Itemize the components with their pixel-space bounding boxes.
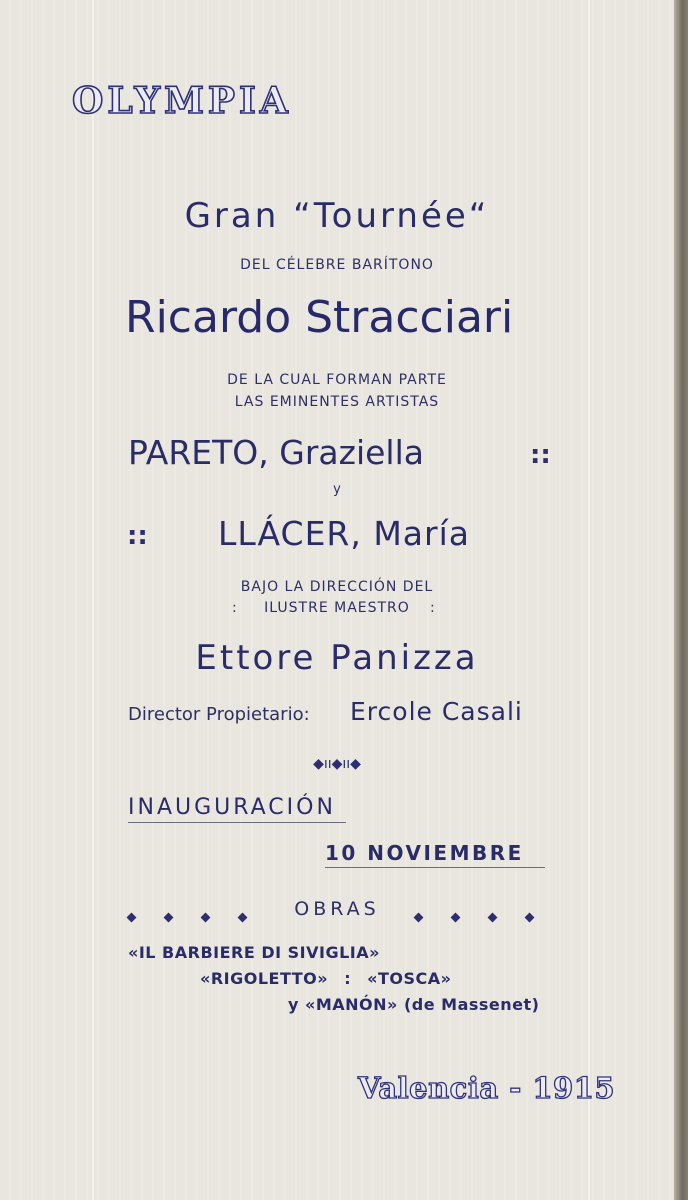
ornament-colon: : — [232, 600, 238, 616]
tour-heading: Gran “Tournée“ — [184, 196, 490, 236]
company-line-2: LAS EMINENTES ARTISTAS — [234, 394, 440, 410]
company-line-1: DE LA CUAL FORMAN PARTE — [227, 372, 447, 388]
place-and-year: Valencia - 1915 — [358, 1071, 616, 1105]
work-2: «RIGOLETTO» — [200, 969, 329, 988]
work-1: «IL BARBIERE DI SIVIGLIA» — [128, 943, 380, 962]
owner-label: Director Propietario: — [128, 704, 310, 725]
venue-title: OLYMPIA — [72, 80, 292, 122]
works-line-2 — [200, 969, 452, 988]
opening-date: 10 NOVIEMBRE — [325, 841, 545, 868]
work-3: «TOSCA» — [367, 969, 452, 988]
works-label: OBRAS — [294, 898, 380, 920]
works-ornament-right — [415, 906, 533, 925]
ornament-colon-left: :: — [127, 521, 148, 551]
work-separator: : — [344, 969, 352, 988]
headliner-name: Ricardo Stracciari — [125, 292, 514, 343]
direction-line-1: BAJO LA DIRECCIÓN DEL — [240, 579, 434, 595]
work-4-prefix: y — [288, 995, 299, 1014]
ornament-divider: ◆ıı◆ıı◆ — [313, 756, 361, 772]
ornament-colon: : — [430, 600, 436, 616]
subtitle: DEL CÉLEBRE BARÍTONO — [240, 257, 434, 273]
work-4-note: (de Massenet) — [403, 995, 540, 1014]
direction-line-2: ILUSTRE MAESTRO — [264, 600, 410, 616]
works-line-3 — [288, 995, 539, 1014]
book-edge — [674, 0, 688, 1200]
owner-name: Ercole Casali — [350, 697, 523, 726]
work-4: «MANÓN» — [305, 995, 398, 1014]
artist-2: LLÁCER, María — [218, 514, 470, 553]
opening-label: INAUGURACIÓN — [128, 795, 346, 823]
conductor-name: Ettore Panizza — [195, 638, 479, 678]
conjunction: y — [333, 482, 341, 497]
artist-1: PARETO, Graziella — [128, 433, 424, 472]
ornament-colon-right: :: — [530, 440, 551, 470]
